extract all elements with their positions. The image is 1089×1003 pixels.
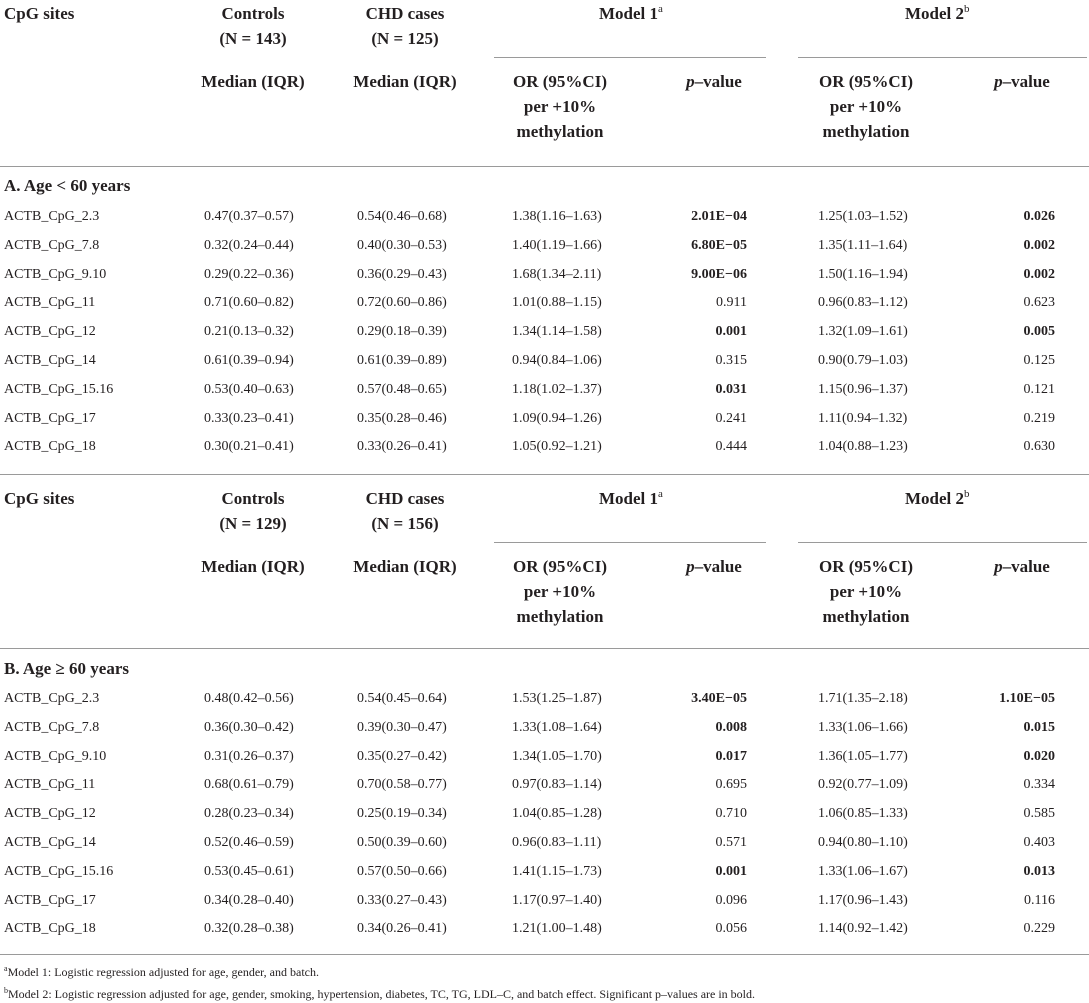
model1-or-cell: 1.38(1.16–1.63) [512,209,602,224]
table-row [0,864,1089,884]
header-controls: Controls [221,489,285,508]
table-row [0,835,1089,855]
model2-pvalue-cell: 0.403 [1023,835,1055,850]
cpg-site-cell: ACTB_CpG_15.16 [4,382,114,397]
model1-or-cell: 0.94(0.84–1.06) [512,353,602,368]
cpg-site-cell: ACTB_CpG_9.10 [4,267,107,282]
model1-or-cell: 1.33(1.08–1.64) [512,720,602,735]
header-bottom-rule [0,166,1089,167]
model2-pvalue-cell: 0.002 [1023,238,1055,253]
header-model2: Model 2$^b$ [905,488,970,508]
header-cases: CHD cases [365,489,445,508]
cases-median-cell: 0.54(0.46–0.68) [357,209,447,224]
cases-median-cell: 0.25(0.19–0.34) [357,806,447,821]
header-pvalue-model1: p–value [686,72,742,91]
model2-pvalue-cell: 0.121 [1023,382,1055,397]
header-model1: Model 1$^a$ [599,3,663,23]
cpg-site-cell: ACTB_CpG_12 [4,324,96,339]
cpg-site-cell: ACTB_CpG_12 [4,806,96,821]
p-italic: p [994,557,1003,576]
cases-median-cell: 0.70(0.58–0.77) [357,777,447,792]
header-or-model1-line2: per +10% [523,97,597,116]
table-row [0,439,1089,459]
model2-pvalue-cell: 0.026 [1023,209,1055,224]
cases-median-cell: 0.40(0.30–0.53) [357,238,447,253]
table-row [0,295,1089,315]
header-pvalue-model2: p–value [994,557,1050,576]
model2-or-cell: 0.92(0.77–1.09) [818,777,908,792]
cases-median-cell: 0.57(0.48–0.65) [357,382,447,397]
table-row [0,806,1089,826]
model1-pvalue-cell: 0.695 [715,777,747,792]
cpg-site-cell: ACTB_CpG_7.8 [4,238,100,253]
header-pvalue-model2: p–value [994,72,1050,91]
controls-median-cell: 0.31(0.26–0.37) [204,749,294,764]
header-or-model2: OR (95%CI) [819,557,913,576]
model1-or-cell: 1.41(1.15–1.73) [512,864,602,879]
table-row [0,267,1089,287]
header-or-model1: OR (95%CI) [513,557,607,576]
header-median-cases: Median (IQR) [353,72,457,91]
model1-or-cell: 1.34(1.05–1.70) [512,749,602,764]
model2-pvalue-cell: 0.334 [1023,777,1055,792]
model1-or-cell: 1.21(1.00–1.48) [512,921,602,936]
controls-median-cell: 0.48(0.42–0.56) [204,691,294,706]
header-or-model2-line3: methylation [822,607,910,626]
header-median-controls: Median (IQR) [201,557,305,576]
model2-or-cell: 1.15(0.96–1.37) [818,382,908,397]
controls-median-cell: 0.30(0.21–0.41) [204,439,294,454]
model1-or-cell: 1.18(1.02–1.37) [512,382,602,397]
model2-pvalue-cell: 0.229 [1023,921,1055,936]
section-title: B. Age ≥ 60 years [4,659,130,678]
model1-pvalue-cell: 0.096 [715,893,747,908]
cpg-site-cell: ACTB_CpG_2.3 [4,209,100,224]
model1-pvalue-cell: 0.241 [715,411,747,426]
footnote-a [4,965,319,980]
section-divider-rule [0,474,1089,475]
model1-or-cell: 1.01(0.88–1.15) [512,295,602,310]
header-rule-model1 [494,542,766,543]
model1-or-cell: 1.40(1.19–1.66) [512,238,602,253]
controls-median-cell: 0.29(0.22–0.36) [204,267,294,282]
model2-pvalue-cell: 0.125 [1023,353,1055,368]
model2-pvalue-cell: 0.015 [1023,720,1055,735]
header-or-model2: OR (95%CI) [819,72,913,91]
controls-median-cell: 0.53(0.45–0.61) [204,864,294,879]
model2-or-cell: 0.94(0.80–1.10) [818,835,908,850]
model1-pvalue-cell: 2.01E−04 [691,209,747,224]
section-title: A. Age < 60 years [4,176,131,195]
header-or-model2-line3: methylation [822,122,910,141]
header-model1: Model 1$^a$ [599,488,663,508]
model2-pvalue-cell: 0.005 [1023,324,1055,339]
header-controls: Controls [221,4,285,23]
cpg-site-cell: ACTB_CpG_18 [4,921,96,936]
header-cases: CHD cases [365,4,445,23]
cases-median-cell: 0.35(0.27–0.42) [357,749,447,764]
model2-pvalue-cell: 0.219 [1023,411,1055,426]
cases-median-cell: 0.35(0.28–0.46) [357,411,447,426]
cases-median-cell: 0.39(0.30–0.47) [357,720,447,735]
model1-or-cell: 0.97(0.83–1.14) [512,777,602,792]
model1-or-cell: 1.05(0.92–1.21) [512,439,602,454]
model1-or-cell: 1.34(1.14–1.58) [512,324,602,339]
model2-pvalue-cell: 0.630 [1023,439,1055,454]
table-row [0,411,1089,431]
table-row [0,324,1089,344]
header-pvalue-model1: p–value [686,557,742,576]
footnote-mark: a [4,964,8,973]
cpg-site-cell: ACTB_CpG_11 [4,295,96,310]
cpg-site-cell: ACTB_CpG_14 [4,353,96,368]
controls-median-cell: 0.33(0.23–0.41) [204,411,294,426]
footnote-marker-b: b [964,488,970,500]
model2-or-cell: 1.33(1.06–1.67) [818,864,908,879]
header-cases-n: (N = 156) [371,514,439,533]
table-bottom-rule [0,954,1089,955]
model2-or-cell: 1.71(1.35–2.18) [818,691,908,706]
cpg-site-cell: ACTB_CpG_9.10 [4,749,107,764]
model1-pvalue-cell: 3.40E−05 [691,691,747,706]
controls-median-cell: 0.34(0.28–0.40) [204,893,294,908]
model1-or-cell: 1.09(0.94–1.26) [512,411,602,426]
header-rule-model2 [798,542,1087,543]
header-or-model2-line2: per +10% [829,582,903,601]
header-or-model1-line2: per +10% [523,582,597,601]
footnote-marker-a: a [658,3,663,15]
table-row [0,238,1089,258]
model1-pvalue-cell: 6.80E−05 [691,238,747,253]
footnote-marker-b: b [964,3,970,15]
table-row [0,777,1089,797]
model1-pvalue-cell: 0.315 [715,353,747,368]
controls-median-cell: 0.53(0.40–0.63) [204,382,294,397]
model2-or-cell: 1.04(0.88–1.23) [818,439,908,454]
model2-or-cell: 1.35(1.11–1.64) [818,238,908,253]
model1-or-cell: 0.96(0.83–1.11) [512,835,602,850]
controls-median-cell: 0.61(0.39–0.94) [204,353,294,368]
model1-pvalue-cell: 0.571 [715,835,747,850]
model1-pvalue-cell: 0.008 [715,720,747,735]
table-row [0,921,1089,941]
cpg-site-cell: ACTB_CpG_11 [4,777,96,792]
footnote-text: Model 2: Logistic regression adjusted for age, gender, smoking, hypertension, diabetes, TC, TG, LDL–C, and batch effect. Significant p–values are in bold. [8,987,756,1001]
model2-or-cell: 0.90(0.79–1.03) [818,353,908,368]
header-controls-n: (N = 143) [219,29,287,48]
model2-or-cell: 1.06(0.85–1.33) [818,806,908,821]
footnote-marker-a: a [658,488,663,500]
model1-or-cell: 1.53(1.25–1.87) [512,691,602,706]
model1-pvalue-cell: 9.00E−06 [691,267,747,282]
model1-pvalue-cell: 0.001 [715,864,747,879]
model2-or-cell: 1.25(1.03–1.52) [818,209,908,224]
p-italic: p [994,72,1003,91]
cases-median-cell: 0.29(0.18–0.39) [357,324,447,339]
controls-median-cell: 0.21(0.13–0.32) [204,324,294,339]
model1-pvalue-cell: 0.911 [716,295,747,310]
model2-or-cell: 1.33(1.06–1.66) [818,720,908,735]
header-cpg-sites: CpG sites [4,489,75,508]
cpg-site-cell: ACTB_CpG_18 [4,439,96,454]
table-row [0,749,1089,769]
model2-or-cell: 1.50(1.16–1.94) [818,267,908,282]
model1-pvalue-cell: 0.001 [715,324,747,339]
model1-pvalue-cell: 0.031 [715,382,747,397]
cpg-site-cell: ACTB_CpG_17 [4,411,96,426]
model1-or-cell: 1.17(0.97–1.40) [512,893,602,908]
header-controls-n: (N = 129) [219,514,287,533]
cases-median-cell: 0.33(0.27–0.43) [357,893,447,908]
header-rule-model2 [798,57,1087,58]
model2-or-cell: 1.36(1.05–1.77) [818,749,908,764]
model2-pvalue-cell: 0.020 [1023,749,1055,764]
controls-median-cell: 0.71(0.60–0.82) [204,295,294,310]
header-median-controls: Median (IQR) [201,72,305,91]
cases-median-cell: 0.57(0.50–0.66) [357,864,447,879]
model1-or-cell: 1.68(1.34–2.11) [512,267,602,282]
cases-median-cell: 0.54(0.45–0.64) [357,691,447,706]
model1-pvalue-cell: 0.444 [715,439,747,454]
model1-pvalue-cell: 0.056 [715,921,747,936]
header-median-cases: Median (IQR) [353,557,457,576]
header-or-model1-line3: methylation [516,122,604,141]
header-or-model2-line2: per +10% [829,97,903,116]
header-rule-model1 [494,57,766,58]
model2-pvalue-cell: 1.10E−05 [999,691,1055,706]
footnote-b [4,987,755,1002]
table-row [0,382,1089,402]
model2-or-cell: 0.96(0.83–1.12) [818,295,908,310]
table-row [0,209,1089,229]
header-cases-n: (N = 125) [371,29,439,48]
controls-median-cell: 0.36(0.30–0.42) [204,720,294,735]
footnote-text: Model 1: Logistic regression adjusted for age, gender, and batch. [7,965,319,979]
header-cpg-sites: CpG sites [4,4,75,23]
model1-pvalue-cell: 0.017 [715,749,747,764]
table-row [0,353,1089,373]
cases-median-cell: 0.72(0.60–0.86) [357,295,447,310]
model2-or-cell: 1.14(0.92–1.42) [818,921,908,936]
header-or-model1: OR (95%CI) [513,72,607,91]
controls-median-cell: 0.52(0.46–0.59) [204,835,294,850]
cases-median-cell: 0.36(0.29–0.43) [357,267,447,282]
model1-pvalue-cell: 0.710 [715,806,747,821]
p-italic: p [686,72,695,91]
p-italic: p [686,557,695,576]
model1-or-cell: 1.04(0.85–1.28) [512,806,602,821]
cases-median-cell: 0.34(0.26–0.41) [357,921,447,936]
table-row [0,691,1089,711]
model2-or-cell: 1.32(1.09–1.61) [818,324,908,339]
cases-median-cell: 0.61(0.39–0.89) [357,353,447,368]
model2-pvalue-cell: 0.002 [1023,267,1055,282]
header-model2: Model 2$^b$ [905,3,970,23]
cpg-site-cell: ACTB_CpG_2.3 [4,691,100,706]
table-row [0,893,1089,913]
table-row [0,720,1089,740]
cpg-site-cell: ACTB_CpG_17 [4,893,96,908]
model2-or-cell: 1.11(0.94–1.32) [818,411,908,426]
cpg-site-cell: ACTB_CpG_14 [4,835,96,850]
controls-median-cell: 0.32(0.28–0.38) [204,921,294,936]
controls-median-cell: 0.68(0.61–0.79) [204,777,294,792]
controls-median-cell: 0.28(0.23–0.34) [204,806,294,821]
controls-median-cell: 0.47(0.37–0.57) [204,209,294,224]
header-or-model1-line3: methylation [516,607,604,626]
controls-median-cell: 0.32(0.24–0.44) [204,238,294,253]
model2-pvalue-cell: 0.013 [1023,864,1055,879]
footnote-mark: b [4,986,8,995]
header-bottom-rule [0,648,1089,649]
model2-pvalue-cell: 0.116 [1024,893,1055,908]
cases-median-cell: 0.33(0.26–0.41) [357,439,447,454]
cases-median-cell: 0.50(0.39–0.60) [357,835,447,850]
model2-pvalue-cell: 0.585 [1023,806,1055,821]
model2-pvalue-cell: 0.623 [1023,295,1055,310]
cpg-site-cell: ACTB_CpG_15.16 [4,864,114,879]
cpg-site-cell: ACTB_CpG_7.8 [4,720,100,735]
model2-or-cell: 1.17(0.96–1.43) [818,893,908,908]
